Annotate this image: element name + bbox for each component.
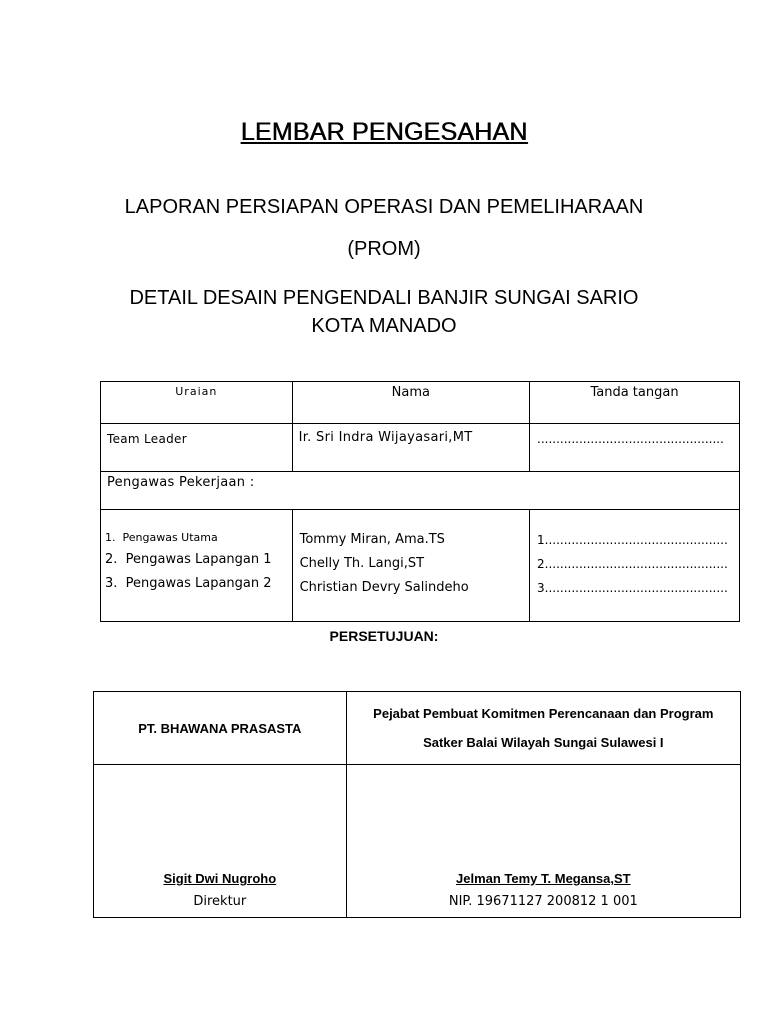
header-uraian: Uraian bbox=[101, 382, 293, 424]
supervisor-roles bbox=[101, 510, 293, 622]
page-title: LEMBAR PENGESAHAN bbox=[240, 118, 528, 146]
supervisor-role: Pengawas Lapangan 2 bbox=[125, 576, 272, 591]
approval-signature-row bbox=[94, 765, 741, 918]
list-item: 3. Pengawas Lapangan 2 bbox=[105, 576, 272, 591]
personnel-table bbox=[100, 381, 740, 622]
authority-signature-cell bbox=[346, 765, 740, 918]
authority-signer-name: Jelman Temy T. Megansa,ST bbox=[456, 871, 631, 886]
team-leader-name: Ir. Sri Indra Wijayasari,MT bbox=[292, 424, 529, 472]
signature-line: 2................................................ bbox=[537, 557, 728, 571]
list-item: 2. Pengawas Lapangan 1 bbox=[105, 552, 272, 567]
header-tanda-tangan: Tanda tangan bbox=[530, 382, 740, 424]
authority-header bbox=[346, 692, 740, 765]
report-title-line2: (PROM) bbox=[347, 238, 421, 260]
company-signer-title: Direktur bbox=[193, 894, 247, 909]
team-leader-signature-line: ................................................. bbox=[530, 424, 740, 472]
approval-table bbox=[93, 691, 741, 918]
project-title-line2: KOTA MANADO bbox=[311, 315, 457, 337]
team-leader-role: Team Leader bbox=[101, 424, 293, 472]
supervisor-name: Christian Devry Salindeho bbox=[299, 580, 469, 595]
header-nama: Nama bbox=[292, 382, 529, 424]
table-row bbox=[101, 510, 740, 622]
approval-header-row bbox=[94, 692, 741, 765]
supervision-label: Pengawas Pekerjaan : bbox=[101, 472, 740, 510]
table-row bbox=[101, 424, 740, 472]
supervisor-names bbox=[292, 510, 529, 622]
project-title-line1: DETAIL DESAIN PENGENDALI BANJIR SUNGAI SARIO bbox=[129, 287, 639, 309]
authority-unit: Satker Balai Wilayah Sungai Sulawesi I bbox=[423, 735, 664, 750]
report-title-line1: LAPORAN PERSIAPAN OPERASI DAN PEMELIHARAAN bbox=[124, 196, 644, 218]
signature-line: 1................................................ bbox=[537, 533, 728, 547]
supervisor-signatures bbox=[530, 510, 740, 622]
authority-title: Pejabat Pembuat Komitmen Perencanaan dan Program bbox=[373, 706, 714, 721]
signature-line: 3................................................ bbox=[537, 581, 728, 595]
table-header-row bbox=[101, 382, 740, 424]
company-signature-cell bbox=[94, 765, 347, 918]
authority-signer-nip: NIP. 19671127 200812 1 001 bbox=[448, 894, 638, 909]
supervisor-name: Chelly Th. Langi,ST bbox=[299, 556, 425, 571]
company-signer-name: Sigit Dwi Nugroho bbox=[163, 871, 277, 886]
company-name: PT. BHAWANA PRASASTA bbox=[94, 692, 347, 765]
supervisor-role: Pengawas Lapangan 1 bbox=[125, 552, 272, 567]
list-item: 1. Pengawas Utama bbox=[105, 531, 218, 544]
approval-heading: PERSETUJUAN: bbox=[329, 628, 439, 644]
table-row bbox=[101, 472, 740, 510]
supervisor-role: Pengawas Utama bbox=[122, 531, 218, 544]
supervisor-name: Tommy Miran, Ama.TS bbox=[299, 532, 445, 547]
